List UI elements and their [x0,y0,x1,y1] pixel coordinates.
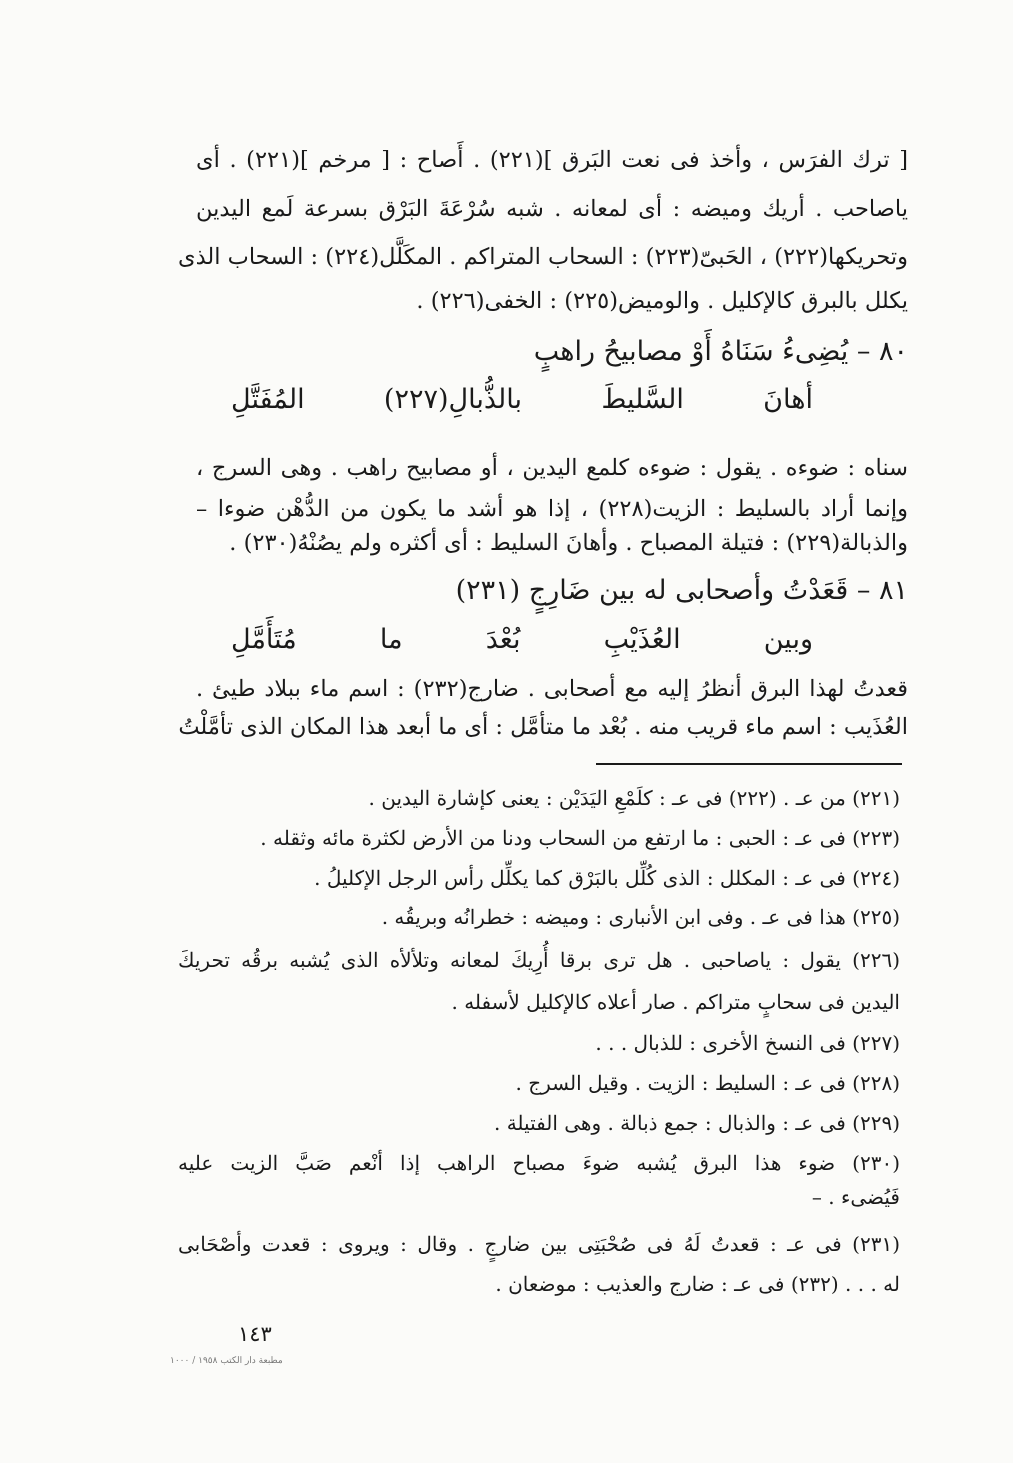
footnote: (٢٢٧) فى النسخ الأخرى : للذبال . . . [595,1031,900,1055]
footnote: (٢٢١) من عـ . (٢٢٢) فى عـ : كلَمْعِ اليَدَيْن : يعنى كإشارة اليدين . [368,786,900,810]
verse-80-first-hemistich: ٨٠ – يُضِىءُ سَنَاهُ أَوْ مصابيحُ راهبٍ [533,336,908,367]
footnote: (٢٢٥) هذا فى عـ . وفى ابن الأنبارى : وميضه : خطرانُه وبريقُه . [381,905,900,929]
footnote: (٢٣١) فى عـ : قعدتُ لَهُ فى صُحْبَتِى بين ضارجٍ . وقال : ويروى : قعدت وأصْحَابى [178,1232,900,1256]
body-line: ياصاحب . أريك وميضه : أى لمعانه . شبه سُرْعَةَ البَرْق بسرعة لَمع اليدين [196,196,908,222]
footnote: (٢٣٠) ضوء هذا البرق يُشبه ضوءَ مصباح الراهب إذا أنْعم صَبَّ الزيت عليه [178,1151,900,1175]
footnote: (٢٢٦) يقول : ياصاحبى . هل ترى برقا أُرِيكَ لمعانه وتلألأه الذى يُشبه برقُه تحريكَ [178,948,900,972]
page-number: ١٤٣ [238,1322,272,1346]
commentary-line: قعدتُ لهذا البرق أنظرُ إليه مع أصحابى . ضارج(٢٣٢) : اسم ماء ببلاد طيئ . [196,676,909,702]
body-line: يكلل بالبرق كالإكليل . والوميض(٢٢٥) : الخفى(٢٢٦) . [416,288,908,314]
body-line: [ ترك الفرَس ، وأخذ فى نعت البَرق ](٢٢١) . أَصاح : [ مرخم ](٢٢١) . أى [196,147,908,173]
footnote-continuation: فَيُضىء . – [811,1185,900,1209]
printer-imprint: مطبعة دار الكتب ١٩٥٨ / ١٠٠٠ [170,1356,283,1366]
footnote: له . . . (٢٣٢) فى عـ : ضارج والعذيب : موضعان . [495,1272,900,1296]
footnote: (٢٢٣) فى عـ : الحبى : ما ارتفع من السحاب ودنا من الأرض لكثرة مائه وثقله . [260,826,900,850]
verse-81-second-hemistich: وبين العُذَيْبِ بُعْدَ ما مُتَأَمَّلِ [231,624,813,655]
footnote: (٢٢٩) فى عـ : والذبال : جمع ذبالة . وهى الفتيلة . [493,1111,900,1135]
body-line: وتحريكها(٢٢٢) ، الحَبىّ(٢٢٣) : السحاب المتراكم . المكَلَّل(٢٢٤) : السحاب الذى [177,244,908,270]
footnote: (٢٢٤) فى عـ : المكلل : الذى كُلِّل بالبَرْق كما يكلِّل رأس الرجل الإكليلُ . [314,866,900,890]
commentary-line: وإنما أراد بالسليط : الزيت(٢٢٨) ، إذا هو أشد ما يكون من الدُّهْن ضوءا – [196,496,908,522]
verse-80-second-hemistich: أهانَ السَّليطَ بالذُّبالِ(٢٢٧) المُفَتَّلِ [231,384,813,415]
footnote: (٢٢٨) فى عـ : السليط : الزيت . وقيل السرج . [515,1071,900,1095]
verse-81-first-hemistich: ٨١ – قَعَدْتُ وأصحابى له بين ضَارِجٍ (٢٣١) [455,575,908,606]
commentary-line: العُذَيب : اسم ماء قريب منه . بُعْد ما متأمَّل : أى ما أبعد هذا المكان الذى تأمَّلْتُ [178,714,908,740]
footnote-separator [596,763,902,765]
commentary-line: سناه : ضوءه . يقول : ضوءه كلمع اليدين ، أو مصابيح راهب . وهى السرج ، [196,455,908,481]
footnote-continuation: اليدين فى سحابٍ متراكم . صار أعلاه كالإكليل لأسفله . [451,990,900,1014]
commentary-line: والذبالة(٢٢٩) : فتيلة المصباح . وأهانَ السليط : أى أكثره ولم يصُنْهُ(٢٣٠) . [229,530,908,556]
